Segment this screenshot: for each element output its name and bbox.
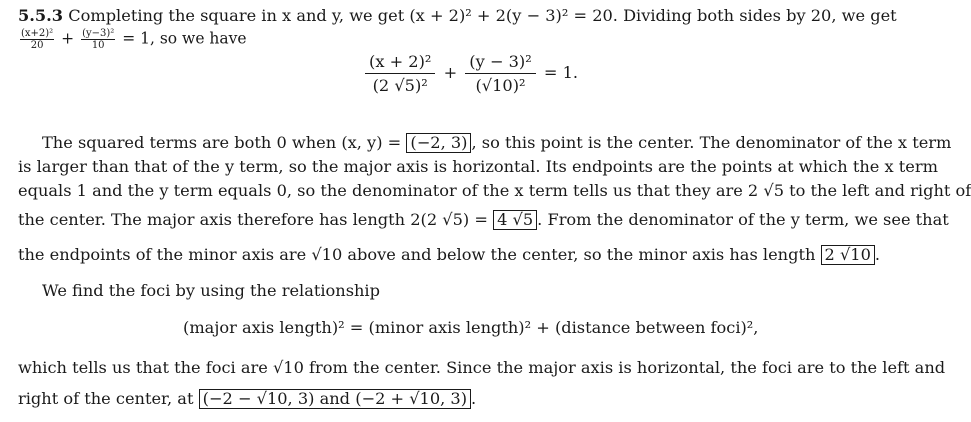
- answer-box-center: (−2, 3): [406, 133, 471, 153]
- para2-line1-pre: The squared terms are both 0 when (x, y) =: [42, 133, 402, 152]
- para4-line1: which tells us that the foci are √10 from the center. Since the major axis is horizontal, the foci are to the left and: [18, 358, 946, 377]
- inline-fraction-x: [20, 28, 54, 51]
- display-fraction-y-numerator: (y − 3)²: [465, 52, 535, 74]
- para4-line2-pre: right of the center, at: [18, 389, 194, 408]
- answer-box-minor-axis: 2 √10: [821, 245, 875, 265]
- inline-fraction-x-denominator: 20: [30, 40, 44, 51]
- inline-fraction-y-denominator: 10: [91, 40, 105, 51]
- inline-plus: +: [61, 29, 75, 48]
- para2-line5-post: .: [874, 245, 881, 264]
- display-fraction-x: [365, 52, 435, 95]
- para2-line4-post: . From the denominator of the y term, we see that: [537, 210, 949, 229]
- para2-line2: is larger than that of the y term, so the major axis is horizontal. Its endpoints are the points at which the x term: [18, 157, 938, 176]
- para2-line4: [18, 210, 949, 230]
- para2-line1-post: , so this point is the center. The denominator of the x term: [471, 133, 952, 152]
- display-fraction-x-numerator: (x + 2)²: [365, 52, 435, 74]
- para1-line2: [18, 28, 247, 51]
- display-equation-ellipse: [362, 52, 578, 95]
- display-fraction-y-denominator: (√10)²: [475, 76, 526, 95]
- para1-line1-text: Completing the square in x and y, we get (x + 2)² + 2(y − 3)² = 20. Dividing both sides by 20, we get: [68, 6, 897, 25]
- para2-line3: equals 1 and the y term equals 0, so the denominator of the x term tells us that they are 2 √5 to the left and right of: [18, 181, 971, 200]
- para2-line5-pre: the endpoints of the minor axis are √10 above and below the center, so the minor axis has length: [18, 245, 816, 264]
- section-number: 5.5.3: [18, 6, 64, 25]
- display-plus: +: [443, 63, 458, 82]
- para2-line4-pre: the center. The major axis therefore has length 2(2 √5) =: [18, 210, 488, 229]
- display-fraction-y: [465, 52, 535, 95]
- para4-line2: [18, 389, 476, 409]
- para3-line1: We find the foci by using the relationship: [42, 281, 380, 300]
- display-fraction-x-denominator: (2 √5)²: [372, 76, 428, 95]
- inline-fraction-y-numerator: (y−3)²: [82, 28, 115, 39]
- para1-line1: [18, 6, 897, 26]
- answer-box-foci: (−2 − √10, 3) and (−2 + √10, 3): [199, 389, 471, 409]
- para4-line2-post: .: [471, 389, 477, 408]
- display-equation-foci: (major axis length)² = (minor axis length)² + (distance between foci)²,: [183, 318, 759, 337]
- inline-fraction-x-numerator: (x+2)²: [21, 28, 54, 39]
- display-rhs: = 1.: [543, 63, 579, 82]
- para2-line5: [18, 245, 880, 265]
- para2-line1: [42, 133, 951, 153]
- inline-fraction-y: [81, 28, 115, 51]
- para1-line2-tail: = 1, so we have: [122, 29, 247, 48]
- answer-box-major-axis: 4 √5: [493, 210, 537, 230]
